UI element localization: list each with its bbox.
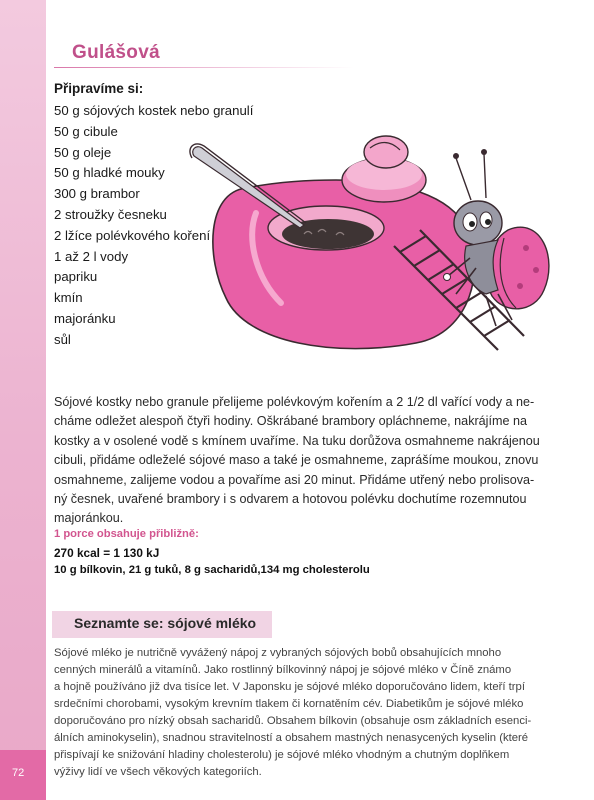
instructions-line: osmahneme, zalijeme vodou a povaříme asi 20 minut. Přidáme utřený nebo prolisova- — [54, 472, 535, 487]
info-heading: Seznamte se: sójové mléko — [74, 615, 257, 631]
ingredient-item: 50 g oleje — [54, 144, 112, 160]
ingredient-item: kmín — [54, 290, 83, 306]
ingredients-heading: Připravíme si: — [54, 81, 144, 96]
ingredient-item: 50 g sójových kostek nebo granulí — [54, 103, 254, 118]
title-rule — [54, 67, 354, 68]
nutrition-heading: 1 porce obsahuje přibližně: — [54, 528, 199, 540]
nutrition-kcal: 270 kcal = 1 130 kJ — [54, 546, 160, 560]
ingredient-item: papriku — [54, 269, 98, 285]
instructions-line: majoránkou. — [54, 511, 124, 526]
instructions-line: cháme odležet alespoň čtyři hodiny. Oškrábané brambory opláchneme, nakrájíme na — [54, 414, 527, 429]
info-line: Sójové mléko je nutričně vyvážený nápoj z vybraných sójových bobů obsahujících mnoho — [54, 647, 502, 659]
instructions-text — [54, 393, 564, 529]
ingredient-item: 2 stroužky česneku — [54, 206, 167, 222]
instructions-line: Sójové kostky nebo granule přelijeme polévkovým kořením a 2 1/2 dl vařící vody a ne- — [54, 395, 535, 409]
nutrition-detail: 10 g bílkovin, 21 g tuků, 8 g sacharidů,134 mg cholesterolu — [54, 564, 370, 576]
recipe-title: Gulášová — [72, 42, 160, 63]
ingredient-item: sůl — [54, 331, 71, 347]
pot-and-bug-illustration — [186, 118, 556, 380]
info-line: a hojně používáno již dva tisíce let. V Japonsku je sójové mléko doporučováno lidem, kteří trpí — [54, 681, 525, 693]
instructions-line: ný česnek, uvařené brambory i s odvarem a hotovou polévku dochutíme rozemnutou — [54, 492, 527, 507]
ingredient-item: 50 g cibule — [54, 123, 118, 139]
page-number: 72 — [12, 767, 25, 779]
info-body — [54, 645, 566, 781]
info-line: přispívají ke snižování hladiny cholesterolu) je sójové mléko vhodným a chutným doplňkem — [54, 749, 510, 761]
side-strip — [0, 0, 46, 800]
ingredient-item: 300 g brambor — [54, 186, 140, 202]
ingredient-item: 1 až 2 l vody — [54, 248, 129, 264]
ingredient-item: 50 g hladké mouky — [54, 165, 165, 181]
info-line: výživy lidí ve všech věkových kategoriích. — [54, 766, 262, 778]
info-line: cenných minerálů a vitamínů. Jako rostlinný bílkovinný nápoj je sójové mléko v Číně známo — [54, 664, 512, 676]
instructions-line: cibuli, přidáme odleželé sójové maso a také je osmahneme, zaprášíme moukou, znovu — [54, 453, 539, 468]
info-line: álních aminokyselin), snadnou stravitelností a obsahem mastných nenasycených kyselin (které — [54, 732, 529, 744]
info-line: doporučováno pro nízký obsah sacharidů. Obsahem bílkovin (obsahuje osm základních esenci- — [54, 715, 532, 727]
ingredient-item: 2 lžíce polévkového koření — [54, 227, 211, 243]
instructions-line: kostky a v osolené vodě s kmínem uvaříme. Na tuku dorůžova osmahneme nakrájenou — [54, 433, 540, 448]
info-line: srdečními chorobami, vysokým krevním tlakem či kornatěním cév. Diabetikům je sójové mléko — [54, 698, 524, 710]
pot-lid-icon — [342, 136, 426, 202]
ingredient-item: majoránku — [54, 310, 116, 326]
soup-pot-icon — [213, 180, 475, 349]
